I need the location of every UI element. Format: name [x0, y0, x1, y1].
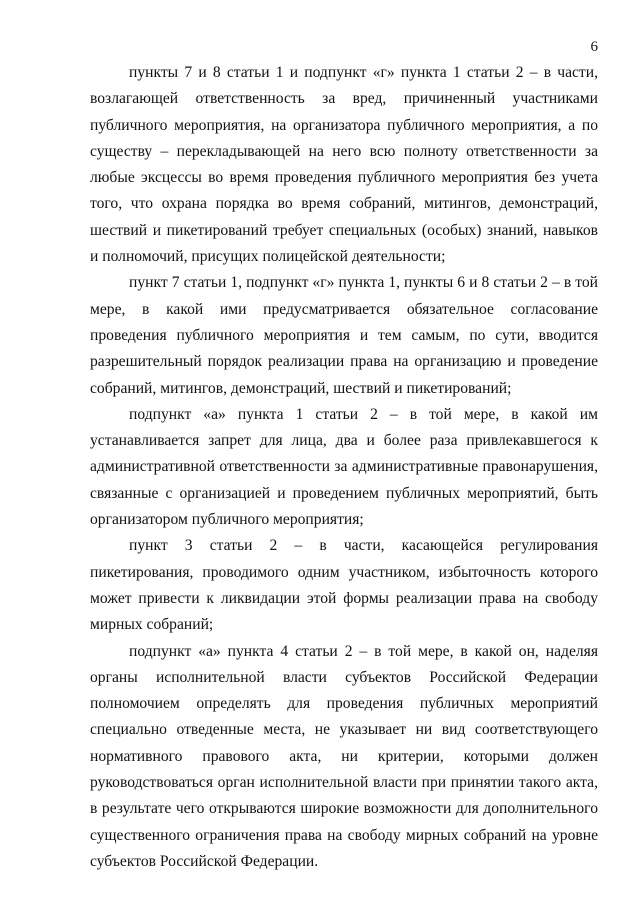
paragraph-1: пункты 7 и 8 статьи 1 и подпункт «г» пункта 1 статьи 2 – в части, возлагающей ответственность за вред, причиненный участниками публичного мероприятия, на организатора публичного мероприятия, а по существу – перекладывающей на него всю полноту ответственности за любые эксцессы во время проведения публичного мероприятия без учета того, что охрана порядка во время собраний, митингов, демонстраций, шествий и пикетирований требует специальных (особых) знаний, навыков и полномочий, присущих полицейской деятельности; — [90, 64, 598, 266]
page-number: 6 — [590, 39, 598, 55]
paragraph-4: пункт 3 статьи 2 – в части, касающейся регулирования пикетирования, проводимого одним участником, избыточность которого может привести к ликвидации этой формы реализации права на свободу мирных собраний; — [90, 537, 598, 634]
paragraph-2: пункт 7 статьи 1, подпункт «г» пункта 1, пункты 6 и 8 статьи 2 – в той мере, в какой ими предусматривается обязательное согласование проведения публичного мероприятия и тем самым, по сути, вводится разрешительный порядок реализации права на организацию и проведение собраний, митингов, демонстраций, шествий и пикетирований; — [90, 274, 598, 397]
paragraph-5: подпункт «а» пункта 4 статьи 2 – в той мере, в какой он, наделяя органы исполнительной власти субъектов Российской Федерации полномочием определять для проведения публичных мероприятий специально отведенные места, не указывает ни вид соответствующего нормативного правового акта, ни критерии, которыми должен руководствоваться орган исполнительной власти при принятии такого акта, в результате чего открываются широкие возможности для дополнительного существенного ограничения права на свободу мирных собраний на уровне субъектов Российской Федерации. — [90, 642, 598, 870]
paragraph-3: подпункт «а» пункта 1 статьи 2 – в той мере, в какой им устанавливается запрет для лица, два и более раза привлекавшегося к административной ответственности за административные правонарушения, связанные с организацией и проведением публичных мероприятий, быть организатором публичного мероприятия; — [90, 405, 598, 529]
document-body — [90, 60, 598, 875]
